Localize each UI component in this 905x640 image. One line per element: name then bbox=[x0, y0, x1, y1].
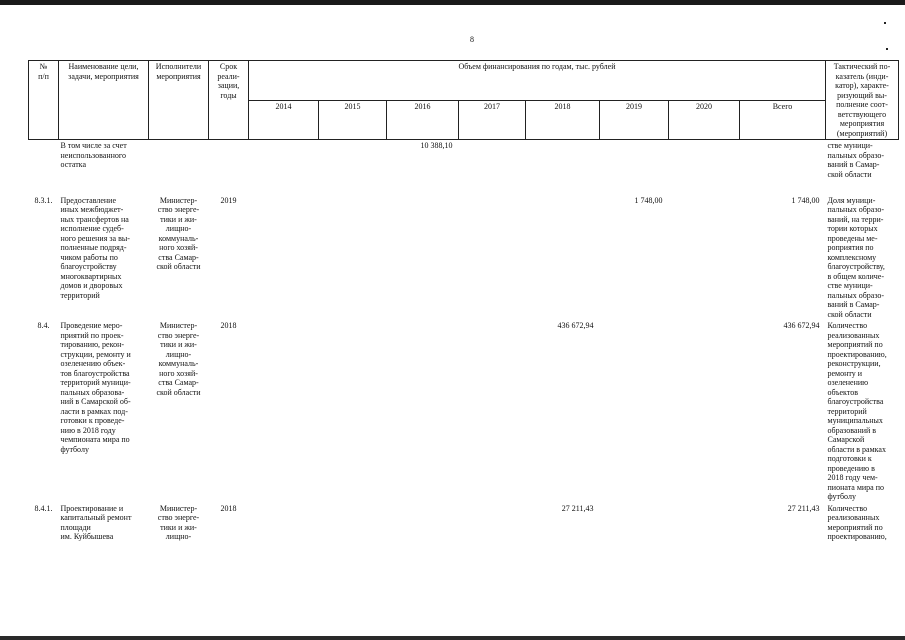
cell-executors: Министер- ство энерге- тики и жи- лищно- коммуналь- ного хозяй- ства Самар- ской области bbox=[156, 321, 201, 397]
cell-value bbox=[526, 195, 600, 321]
cell-value bbox=[459, 503, 526, 543]
cell-value bbox=[319, 195, 387, 321]
header-funding: Объем финансирования по годам, тыс. рублей bbox=[249, 61, 826, 101]
cell-value bbox=[669, 503, 740, 543]
table-row bbox=[29, 503, 899, 543]
cell-executors: Министер- ство энерге- тики и жи- лищно- bbox=[157, 503, 200, 541]
cell-num: 8.4. bbox=[37, 321, 50, 330]
cell-term: 2018 bbox=[220, 503, 237, 513]
cell-value bbox=[669, 195, 740, 321]
header-indicator: Тактический по- казатель (инди- катор), характе- ризующий вы- полнение соот- ветствующего мероприятия (мероприятий) bbox=[826, 61, 899, 140]
cell-value bbox=[459, 140, 526, 195]
cell-term bbox=[209, 140, 249, 195]
header-year: 2018 bbox=[526, 100, 600, 140]
header-name: Наименование цели, задачи, мероприятия bbox=[59, 61, 149, 140]
header-year: 2015 bbox=[319, 100, 387, 140]
cell-value: 436 672,94 bbox=[557, 321, 594, 330]
cell-value bbox=[669, 140, 740, 195]
cell-name: Проектирование и капитальный ремонт площади им. Куйбышева bbox=[60, 503, 132, 541]
header-year: 2017 bbox=[459, 100, 526, 140]
header-executors: Исполнители мероприятия bbox=[149, 61, 209, 140]
cell-value bbox=[600, 320, 669, 503]
cell-value bbox=[319, 503, 387, 543]
scan-speck bbox=[884, 22, 886, 24]
cell-name: Проведение меро- приятий по проек- тированию, рекон- струкции, ремонту и озеленению объек- тов благоустройства территорий муници- пальных образова- ний в Самарской об- ласти в рамках под- готовки к проведе- нию в 2018 году чемпионата мира по футболу bbox=[60, 321, 131, 454]
page-number: 8 bbox=[470, 35, 474, 44]
cell-name: Предоставление иных межбюджет- ных трансфертов на исполнение судеб- ного решения за вы- полненные подряд- чиком работы по благоустройству многоквартирных домов и дворовых территорий bbox=[60, 195, 130, 300]
cell-indicator: Количество реализованных мероприятий по проектированию, bbox=[827, 503, 887, 541]
cell-executors bbox=[149, 140, 209, 195]
cell-indicator: Количество реализованных мероприятий по проектированию, реконструкции, ремонту и озеленению объектов благоустройства территорий муниципальных образований в Самарской области в рамках подготовки к проведению в 2018 году чем- пионата мира по футболу bbox=[827, 321, 887, 501]
cell-term: 2019 bbox=[220, 195, 237, 205]
table-header bbox=[29, 61, 899, 140]
cell-value bbox=[459, 195, 526, 321]
cell-indicator: Доля муници- пальных образо- ваний, на терри- тории которых проведены ме- роприятия по комплексному благоустройству, в общем количе- стве муници- пальных образо- ваний в Самар- ской области bbox=[827, 195, 885, 319]
header-term: Срок реали- зации, годы bbox=[209, 61, 249, 140]
header-year: 2020 bbox=[669, 100, 740, 140]
cell-total bbox=[740, 140, 826, 195]
cell-value bbox=[387, 195, 459, 321]
cell-value bbox=[319, 140, 387, 195]
financing-table bbox=[28, 60, 899, 543]
cell-value bbox=[319, 320, 387, 503]
header-total: Всего bbox=[740, 100, 826, 140]
cell-term: 2018 bbox=[220, 321, 237, 330]
cell-value bbox=[249, 195, 319, 321]
header-year: 2019 bbox=[600, 100, 669, 140]
table-row bbox=[29, 320, 899, 503]
scan-speck bbox=[886, 48, 888, 50]
cell-num: 8.3.1. bbox=[34, 195, 53, 205]
cell-total: 1 748,00 bbox=[791, 195, 820, 205]
cell-value bbox=[600, 140, 669, 195]
table-row bbox=[29, 195, 899, 321]
header-num: № п/п bbox=[29, 61, 59, 140]
cell-indicator: стве муници- пальных образо- ваний в Самар- ской области bbox=[827, 141, 885, 179]
cell-value bbox=[387, 320, 459, 503]
table-row bbox=[29, 140, 899, 195]
cell-value: 27 211,43 bbox=[561, 503, 594, 513]
top-scan-border bbox=[0, 0, 905, 5]
cell-num bbox=[29, 140, 59, 195]
cell-value bbox=[526, 140, 600, 195]
cell-name: В том числе за счет неиспользованного остатка bbox=[60, 141, 127, 169]
cell-value: 1 748,00 bbox=[634, 195, 663, 205]
cell-num: 8.4.1. bbox=[34, 503, 53, 513]
cell-value bbox=[249, 140, 319, 195]
cell-value bbox=[669, 320, 740, 503]
cell-total: 436 672,94 bbox=[783, 321, 820, 330]
cell-value bbox=[600, 503, 669, 543]
bottom-scan-border bbox=[0, 636, 905, 640]
cell-value bbox=[249, 503, 319, 543]
cell-total: 27 211,43 bbox=[787, 503, 820, 513]
cell-value bbox=[387, 503, 459, 543]
header-year: 2016 bbox=[387, 100, 459, 140]
header-year: 2014 bbox=[249, 100, 319, 140]
cell-value bbox=[459, 320, 526, 503]
cell-executors: Министер- ство энерге- тики и жи- лищно- коммуналь- ного хозяй- ства Самар- ской области bbox=[156, 195, 201, 271]
cell-value bbox=[249, 320, 319, 503]
cell-value: 10 388,10 bbox=[420, 141, 453, 150]
